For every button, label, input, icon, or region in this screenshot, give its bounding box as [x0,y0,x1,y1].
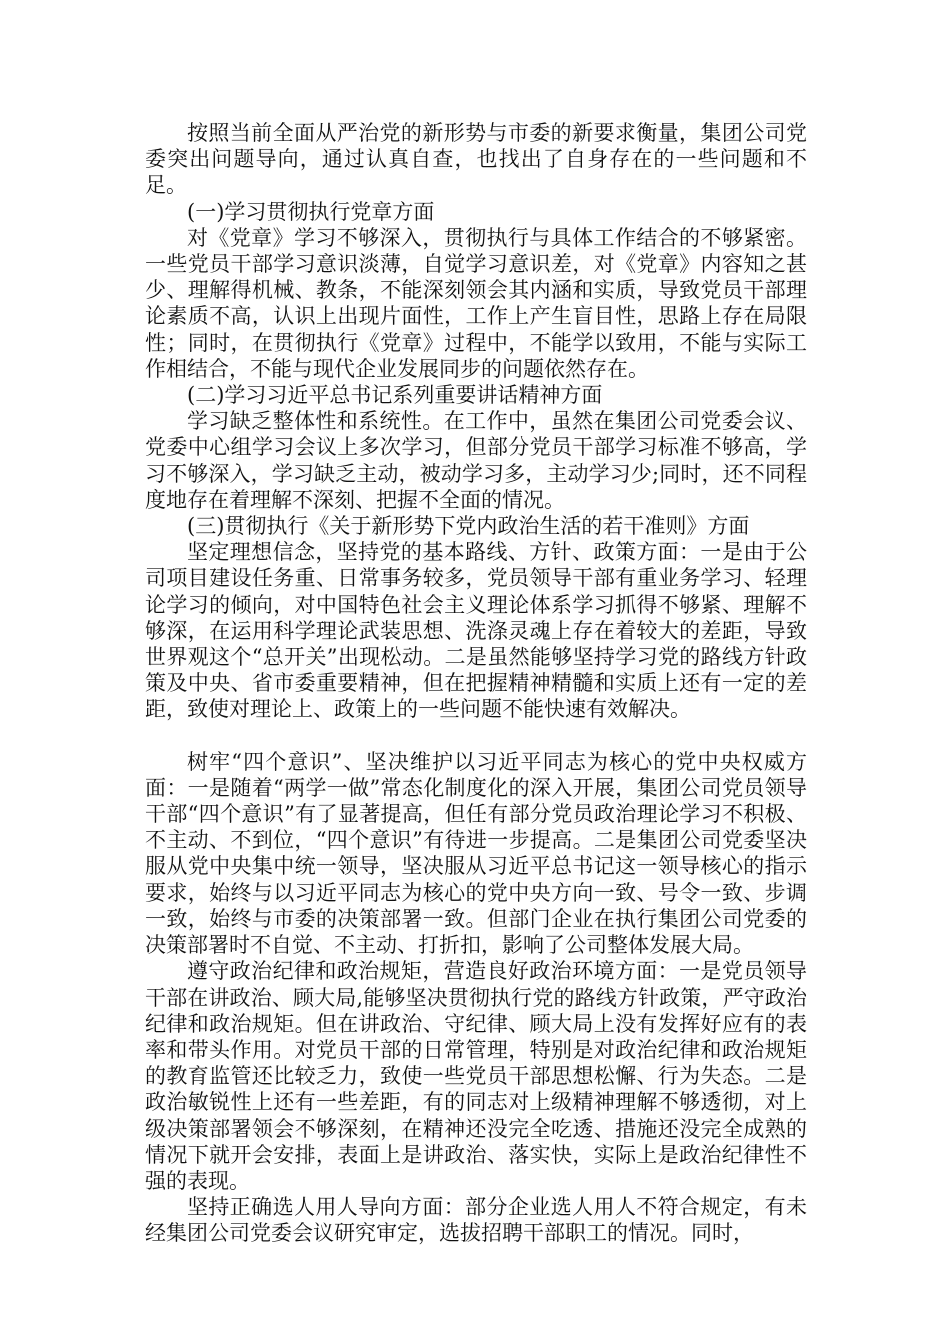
personnel-selection-paragraph: 坚持正确选人用人导向方面：部分企业选人用人不符合规定，有未经集团公司党委会议研究审定，选拔招聘干部职工的情况。同时， [145,1195,807,1246]
section-heading-1: (一)学习贯彻执行党章方面 [187,199,435,224]
speech-study-paragraph: 学习缺乏整体性和系统性。在工作中，虽然在集团公司党委会议、党委中心组学习会议上多次学习，但部分党员干部学习标准不够高，学习不够深入，学习缺乏主动，被动学习多，主动学习少;同时，还不同程度地存在着理解不深刻、把握不全面的情况。 [145,409,807,512]
section-heading-3: (三)贯彻执行《关于新形势下党内政治生活的若干准则》方面 [187,514,750,539]
document-page [145,120,807,1247]
political-discipline-paragraph: 遵守政治纪律和政治规矩，营造良好政治环境方面：一是党员领导干部在讲政治、顾大局,能够坚决贯彻执行党的路线方针政策，严守政治纪律和政治规矩。但在讲政治、守纪律、顾大局上没有发挥好应有的表率和带头作用。对党员干部的日常管理，特别是对政治纪律和政治规矩的教育监管还比较乏力，致使一些党员干部思想松懈、行为失态。二是政治敏锐性上还有一些差距，有的同志对上级精神理解不够透彻，对上级决策部署领会不够深刻，在精神还没完全吃透、措施还没完全成熟的情况下就开会安排，表面上是讲政治、落实快，实际上是政治纪律性不强的表现。 [145,959,807,1193]
section-heading-2: (二)学习习近平总书记系列重要讲话精神方面 [187,383,603,408]
intro-paragraph: 按照当前全面从严治党的新形势与市委的新要求衡量，集团公司党委突出问题导向，通过认真自查，也找出了自身存在的一些问题和不足。 [145,121,807,198]
ideals-beliefs-paragraph: 坚定理想信念，坚持党的基本路线、方针、政策方面：一是由于公司项目建设任务重、日常事务较多，党员领导干部有重业务学习、轻理论学习的倾向，对中国特色社会主义理论体系学习抓得不够紧、理解不够深，在运用科学理论武装思想、洗涤灵魂上存在着较大的差距，导致世界观这个“总开关”出现松动。二是虽然能够坚持学习党的路线方针政策及中央、省市委重要精神，但在把握精神精髓和实质上还有一定的差距，致使对理论上、政策上的一些问题不能快速有效解决。 [145,540,807,722]
four-consciousness-paragraph: 树牢“四个意识”、坚决维护以习近平同志为核心的党中央权威方面：一是随着“两学一做”常态化制度化的深入开展，集团公司党员领导干部“四个意识”有了显著提高，但任有部分党员政治理论学习不积极、不主动、不到位，“四个意识”有待进一步提高。二是集团公司党委坚决服从党中央集中统一领导，坚决服从习近平总书记这一领导核心的指示要求，始终与以习近平同志为核心的党中央方向一致、号令一致、步调一致，始终与市委的决策部署一致。但部门企业在执行集团公司党委的决策部署时不自觉、不主动、打折扣，影响了公司整体发展大局。 [145,749,807,958]
party-constitution-paragraph: 对《党章》学习不够深入，贯彻执行与具体工作结合的不够紧密。一些党员干部学习意识淡薄，自觉学习意识差，对《党章》内容知之甚少、理解得机械、教条，不能深刻领会其内涵和实质，导致党员干部理论素质不高，认识上出现片面性，工作上产生盲目性，思路上存在局限性；同时，在贯彻执行《党章》过程中，不能学以致用，不能与实际工作相结合，不能与现代企业发展同步的问题依然存在。 [145,225,807,381]
